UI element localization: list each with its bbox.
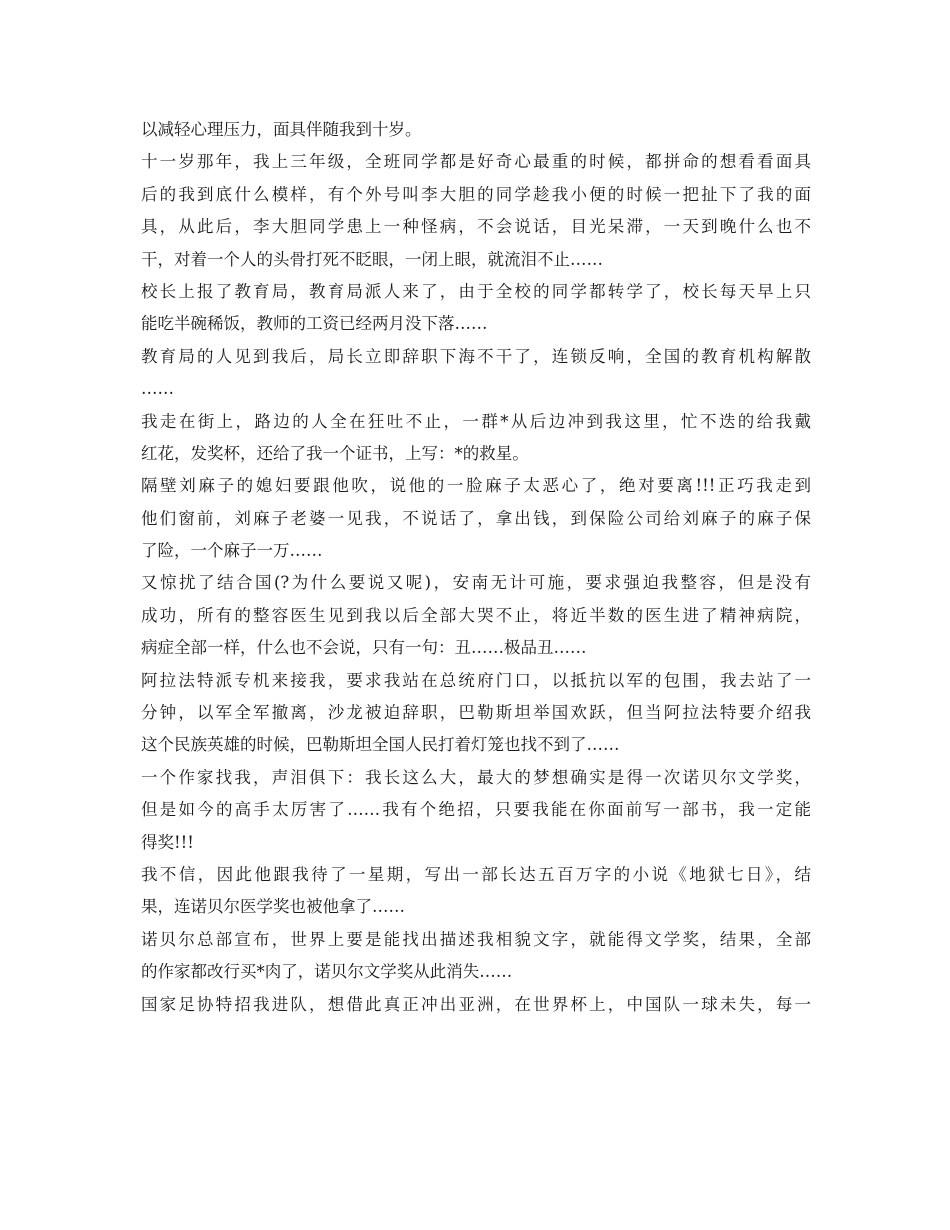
text-line: 一个作家找我，声泪俱下：我长这么大，最大的梦想确实是得一次诺贝尔文学奖， (141, 767, 811, 787)
text-line: 阿拉法特派专机来接我，要求我站在总统府门口，以抵抗以军的包围，我去站了一 (141, 670, 811, 690)
text-line: 这个民族英雄的时候，巴勒斯坦全国人民打着灯笼也找不到了…… (141, 735, 620, 755)
text-line: …… (141, 379, 174, 399)
text-line: 分钟，以军全军撤离，沙龙被迫辞职，巴勒斯坦举国欢跃，但当阿拉法特要介绍我 (141, 703, 811, 723)
text-line: 他们窗前，刘麻子老婆一见我，不说话了，拿出钱，到保险公司给刘麻子的麻子保 (141, 508, 811, 528)
text-line: 能吃半碗稀饭，教师的工资已经两月没下落…… (141, 314, 488, 334)
text-line: 国家足协特招我进队，想借此真正冲出亚洲，在世界杯上，中国队一球未失，每一 (141, 994, 811, 1014)
text-line: 但是如今的高手太厉害了……我有个绝招，只要我能在你面前写一部书，我一定能 (141, 800, 811, 820)
text-line: 十一岁那年，我上三年级，全班同学都是好奇心最重的时候，都拼命的想看看面具 (141, 152, 811, 172)
text-line: 教育局的人见到我后，局长立即辞职下海不干了，连锁反响，全国的教育机构解散 (141, 346, 811, 366)
text-line: 了险，一个麻子一万…… (141, 541, 323, 561)
document-body (141, 114, 811, 1021)
text-line: 病症全部一样，什么也不会说，只有一句：丑……极品丑…… (141, 638, 587, 658)
text-line: 后的我到底什么模样，有个外号叫李大胆的同学趁我小便的时候一把扯下了我的面 (141, 184, 811, 204)
text-line: 以减轻心理压力，面具伴随我到十岁。 (141, 120, 422, 139)
text-line: 校长上报了教育局，教育局派人来了，由于全校的同学都转学了，校长每天早上只 (141, 281, 811, 301)
text-line: 成功，所有的整容医生见到我以后全部大哭不止，将近半数的医生进了精神病院， (141, 605, 811, 625)
text-line: 具，从此后，李大胆同学患上一种怪病，不会说话，目光呆滞，一天到晚什么也不 (141, 217, 811, 237)
text-line: 干，对着一个人的头骨打死不眨眼，一闭上眼，就流泪不止…… (141, 249, 603, 269)
text-line: 果，连诺贝尔医学奖也被他拿了…… (141, 897, 405, 917)
text-line: 隔壁刘麻子的媳妇要跟他吹，说他的一脸麻子太恶心了，绝对要离!!!正巧我走到 (141, 476, 811, 496)
text-line: 红花，发奖杯，还给了我一个证书，上写：*的救星。 (141, 443, 529, 463)
text-line: 我走在街上，路边的人全在狂吐不止，一群*从后边冲到我这里，忙不迭的给我戴 (141, 411, 811, 431)
text-line: 我不信，因此他跟我待了一星期，写出一部长达五百万字的小说《地狱七日》，结 (141, 864, 811, 884)
text-line: 又惊扰了结合国(?为什么要说又呢)，安南无计可施，要求强迫我整容，但是没有 (141, 573, 811, 593)
text-line: 的作家都改行买*肉了，诺贝尔文学奖从此消失…… (141, 962, 513, 982)
text-line: 得奖!!! (141, 832, 194, 852)
text-line: 诺贝尔总部宣布，世界上要是能找出描述我相貌文字，就能得文学奖，结果，全部 (141, 929, 811, 949)
